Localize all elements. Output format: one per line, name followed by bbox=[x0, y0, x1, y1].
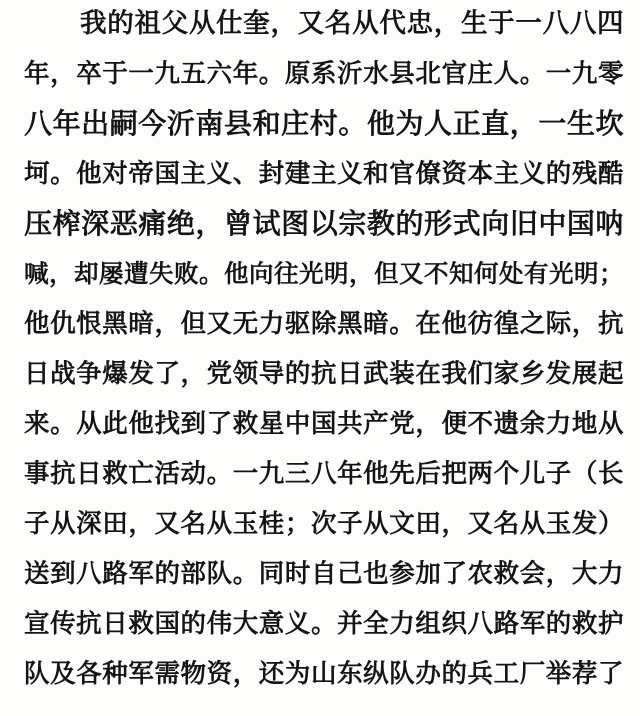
text-line-12: 送到八路军的部队。同时自己也参加了农救会，大力 bbox=[24, 559, 624, 589]
text-line-6: 喊，却屡遭失败。他向往光明，但又不知何处有光明； bbox=[24, 259, 624, 288]
text-line-5: 压榨深恶痛绝，曾试图以宗教的形式向旧中国呐 bbox=[24, 207, 624, 240]
text-line-9: 来。从此他找到了救星中国共产党，便不遗余力地从 bbox=[24, 409, 624, 439]
text-line-10: 事抗日救亡活动。一九三八年他先后把两个儿子（长 bbox=[24, 459, 624, 489]
text-line-3: 八年出嗣今沂南县和庄村。他为人正直，一生坎 bbox=[24, 107, 624, 140]
text-line-2: 年，卒于一九五六年。原系沂水县北官庄人。一九零 bbox=[24, 59, 624, 89]
text-line-11: 子从深田，又名从玉桂；次子从文田，又名从玉发） bbox=[24, 509, 624, 539]
text-line-7: 他仇恨黑暗，但又无力驱除黑暗。在他彷徨之际，抗 bbox=[24, 309, 624, 339]
text-line-1: 我的祖父从仕奎，又名从代忠，生于一八八四 bbox=[80, 8, 624, 39]
text-line-4: 坷。他对帝国主义、封建主义和官僚资本主义的残酷 bbox=[24, 159, 624, 189]
text-line-13: 宣传抗日救国的伟大意义。并全力组织八路军的救护 bbox=[24, 609, 624, 639]
text-line-8: 日战争爆发了，党领导的抗日武装在我们家乡发展起 bbox=[24, 359, 624, 389]
text-line-14: 队及各种军需物资，还为山东纵队办的兵工厂举荐了 bbox=[24, 659, 624, 689]
